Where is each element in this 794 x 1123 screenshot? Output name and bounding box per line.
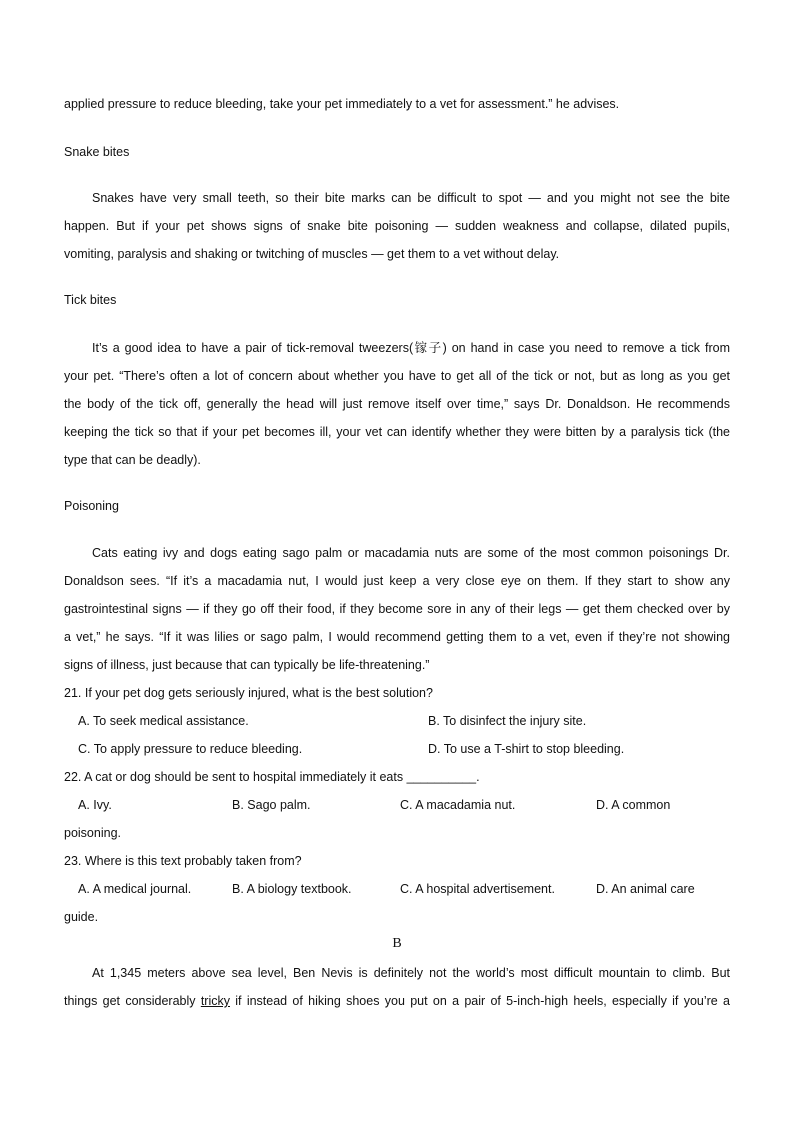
paragraph-line: signs of illness, just because that can typically be life-threatening.” [64,658,430,672]
section-heading-tick-bites: Tick bites [64,293,117,307]
question-21-option-b: B. To disinfect the injury site. [428,714,587,728]
text-span: things get considerably [64,994,201,1008]
question-21-option-c: C. To apply pressure to reduce bleeding. [78,742,303,756]
question-22-option-d: D. A common [596,798,671,812]
question-21-option-d: D. To use a T-shirt to stop bleeding. [428,742,625,756]
question-23-option-c: C. A hospital advertisement. [400,882,555,896]
paragraph-line: Cats eating ivy and dogs eating sago palm or macadamia nuts are some of the most common poisonings Dr. [92,546,730,560]
question-23-option-a: A. A medical journal. [78,882,192,896]
text-span: if instead of hiking shoes you put on a pair of 5-inch-high heels, especially if you’re a [229,994,730,1008]
question-21-stem: 21. If your pet dog gets seriously injured, what is the best solution? [64,686,433,700]
paragraph-line: type that can be deadly). [64,453,201,467]
paragraph-line: vomiting, paralysis and shaking or twitching of muscles — get them to a vet without delay. [64,247,560,261]
paragraph-line: At 1,345 meters above sea level, Ben Nevis is definitely not the world’s most difficult mountain to climb. But [92,966,730,980]
underlined-word-tricky: tricky [200,994,230,1008]
question-23-option-b: B. A biology textbook. [232,882,352,896]
question-22-option-c: C. A macadamia nut. [400,798,516,812]
paragraph-line [64,993,730,1009]
question-22-option-b: B. Sago palm. [232,798,311,812]
section-heading-snake-bites: Snake bites [64,145,130,159]
paragraph-line: a vet,” he says. “If it was lilies or sago palm, I would recommend getting them to a vet, even if they’re not showing [64,630,730,644]
question-22-option-a: A. Ivy. [78,798,112,812]
question-21-option-a: A. To seek medical assistance. [78,714,249,728]
paragraph-line: keeping the tick so that if your pet becomes ill, your vet can identify whether they were bitten by a paralysis tick (the [64,425,730,439]
paragraph-line: It’s a good idea to have a pair of tick-removal tweezers(镓子) on hand in case you need to remove a tick from [92,341,730,355]
paragraph-line: Donaldson sees. “If it’s a macadamia nut, I would just keep a very close eye on them. If they start to show any [64,574,730,588]
paragraph-line: Snakes have very small teeth, so their bite marks can be difficult to spot — and you might not see the bite [92,191,730,205]
section-b-label: B [392,936,402,951]
section-heading-poisoning: Poisoning [64,499,119,513]
question-23-option-d: D. An animal care [596,882,695,896]
paragraph-line: the body of the tick off, generally the head will just remove itself over time,” says Dr. Donaldson. He recommends [64,397,730,411]
paragraph-line: happen. But if your pet shows signs of snake bite poisoning — sudden weakness and collapse, dilated pupils, [64,219,730,233]
question-22-stem: 22. A cat or dog should be sent to hospital immediately it eats __________. [64,770,480,784]
paragraph-line: applied pressure to reduce bleeding, take your pet immediately to a vet for assessment.” he advises. [64,97,620,111]
question-23-stem: 23. Where is this text probably taken from? [64,854,302,868]
paragraph-line: gastrointestinal signs — if they go off their food, if they become sore in any of their legs — get them checked over by [64,602,730,616]
question-22-option-d-continued: poisoning. [64,826,121,840]
paragraph-line: your pet. “There’s often a lot of concern about whether you have to get all of the tick or not, but as long as you get [64,369,730,383]
question-23-option-d-continued: guide. [64,910,99,924]
